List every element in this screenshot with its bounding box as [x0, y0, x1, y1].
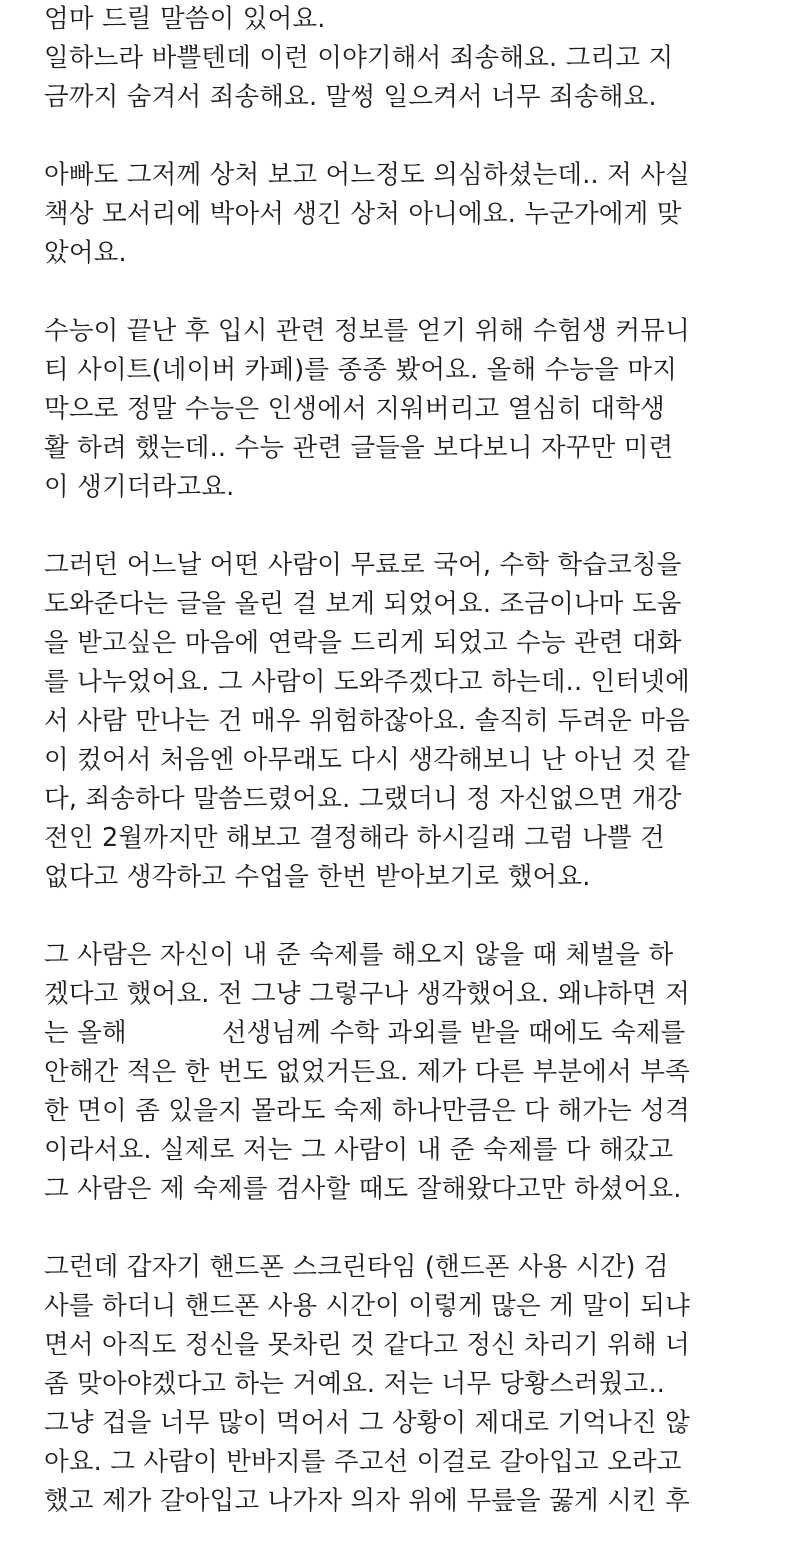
text-line-with-redaction	[44, 1014, 774, 1053]
text-line: 이라서요. 실제로 저는 그 사람이 내 준 숙제를 다 해갔고	[44, 1135, 674, 1165]
text-line: 수능이 끝난 후 입시 관련 정보를 얻기 위해 수험생 커뮤니	[44, 316, 690, 346]
text-line: 겠다고 했어요. 전 그냥 그렇구나 생각했어요. 왜냐하면 저	[44, 979, 690, 1009]
paragraph-2	[44, 156, 774, 273]
text-line: 그냥 겁을 너무 많이 먹어서 그 상황이 제대로 기억나진 않	[44, 1408, 690, 1438]
text-line: 일하느라 바쁠텐데 이런 이야기해서 죄송해요. 그리고 지	[44, 43, 674, 73]
text-line: 서 사람 만나는 건 매우 위험하잖아요. 솔직히 두려운 마음	[44, 706, 690, 736]
text-line: 아요. 그 사람이 반바지를 주고선 이걸로 갈아입고 오라고	[44, 1447, 682, 1477]
text-line: 그러던 어느날 어떤 사람이 무료로 국어, 수학 학습코칭을	[44, 550, 682, 580]
text-line: 았어요.	[44, 238, 127, 268]
text-line: 안해간 적은 한 번도 없었거든요. 제가 다른 부분에서 부족	[44, 1057, 690, 1087]
text-line: 막으로 정말 수능은 인생에서 지워버리고 열심히 대학생	[44, 394, 665, 424]
text-line: 다, 죄송하다 말씀드렸어요. 그랬더니 정 자신없으면 개강	[44, 784, 682, 814]
text-line: 면서 아직도 정신을 못차린 것 같다고 정신 차리기 위해 너	[44, 1330, 690, 1360]
paragraph-6	[44, 1248, 774, 1521]
text-line: 전인 2월까지만 해보고 결정해라 하시길래 그럼 나쁠 건	[44, 823, 665, 853]
text-line: 아빠도 그저께 상처 보고 어느정도 의심하셨는데.. 저 사실	[44, 160, 690, 190]
text-fragment: 는 올해	[44, 1018, 127, 1048]
letter-document	[44, 0, 774, 1560]
paragraph-3	[44, 312, 774, 507]
text-fragment: 선생님께 수학 과외를 받을 때에도 숙제를	[221, 1018, 686, 1048]
text-line: 그 사람은 자신이 내 준 숙제를 해오지 않을 때 체벌을 하	[44, 940, 674, 970]
paragraph-4	[44, 546, 774, 897]
text-line: 이 컸어서 처음엔 아무래도 다시 생각해보니 난 아닌 것 같	[44, 745, 690, 775]
text-line: 없다고 생각하고 수업을 한번 받아보기로 했어요.	[44, 862, 591, 892]
text-line: 를 나누었어요. 그 사람이 도와주겠다고 하는데.. 인터넷에	[44, 667, 690, 697]
text-line: 도와준다는 글을 올린 걸 보게 되었어요. 조금이나마 도움	[44, 589, 682, 619]
text-line: 을 받고싶은 마음에 연락을 드리게 되었고 수능 관련 대화	[44, 628, 682, 658]
text-line: 한 면이 좀 있을지 몰라도 숙제 하나만큼은 다 해가는 성격	[44, 1096, 690, 1126]
text-line: 했고 제가 갈아입고 나가자 의자 위에 무릎을 꿇게 시킨 후	[44, 1486, 690, 1516]
text-line: 엄마 드릴 말씀이 있어요.	[44, 4, 326, 34]
paragraph-5	[44, 936, 774, 1209]
text-line: 책상 모서리에 박아서 생긴 상처 아니에요. 누군가에게 맞	[44, 199, 682, 229]
paragraph-1	[44, 0, 774, 117]
text-line: 그 사람은 제 숙제를 검사할 때도 잘해왔다고만 하셨어요.	[44, 1174, 682, 1204]
text-line: 금까지 숨겨서 죄송해요. 말썽 일으켜서 너무 죄송해요.	[44, 82, 657, 112]
text-line: 이 생기더라고요.	[44, 472, 235, 502]
text-line: 활 하려 했는데.. 수능 관련 글들을 보다보니 자꾸만 미련	[44, 433, 674, 463]
text-line: 티 사이트(네이버 카페)를 종종 봤어요. 올해 수능을 마지	[44, 355, 678, 385]
text-line: 사를 하더니 핸드폰 사용 시간이 이렇게 많은 게 말이 되냐	[44, 1291, 690, 1321]
text-line: 좀 맞아야겠다고 하는 거예요. 저는 너무 당황스러웠고..	[44, 1369, 666, 1399]
text-line: 그런데 갑자기 핸드폰 스크린타임 (핸드폰 사용 시간) 검	[44, 1252, 669, 1282]
